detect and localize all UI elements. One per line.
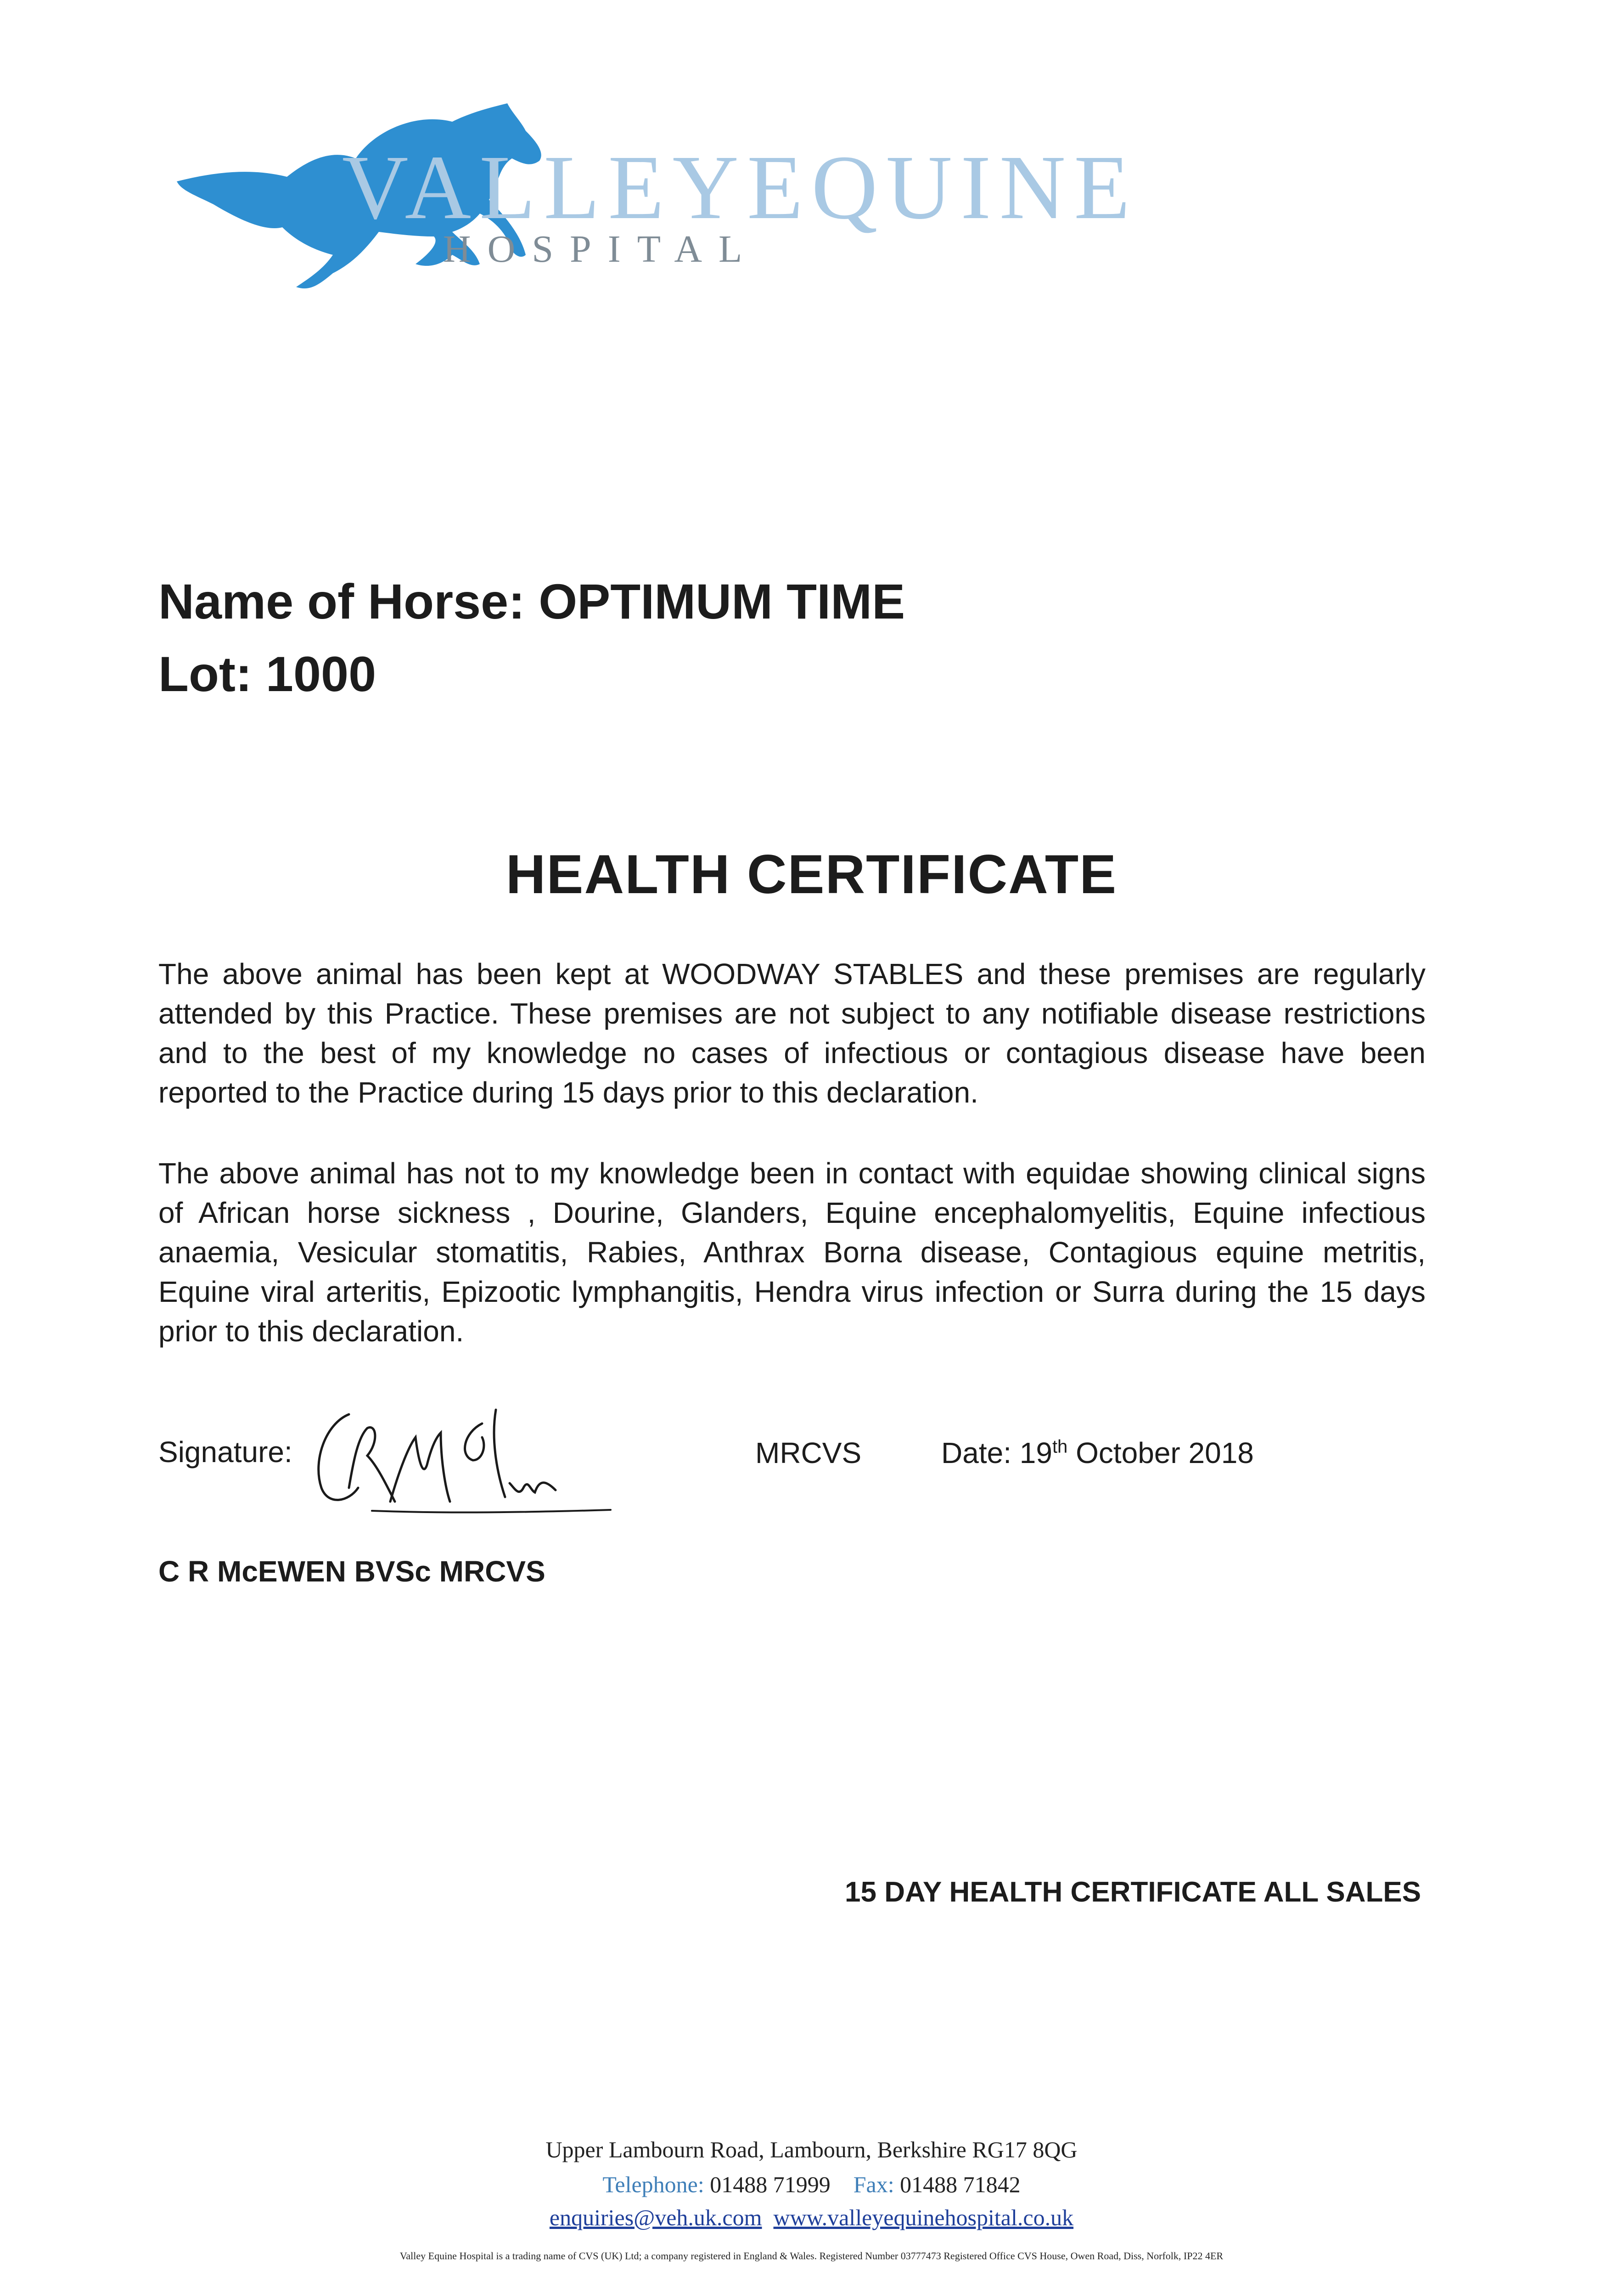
mrcvs-label: MRCVS (755, 1436, 862, 1469)
certificate-footer-note: 15 DAY HEALTH CERTIFICATE ALL SALES (845, 1876, 1421, 1908)
hospital-logo (158, 103, 1139, 296)
vet-name: C R McEWEN BVSc MRCVS (158, 1555, 545, 1588)
contact-numbers (0, 2171, 1623, 2198)
fax-number: 01488 71842 (900, 2172, 1021, 2197)
signature-label: Signature: (158, 1435, 292, 1469)
date-prefix: Date: 19 (941, 1436, 1052, 1469)
horse-lot-line: Lot: 1000 (158, 646, 376, 702)
contact-links (0, 2204, 1623, 2231)
website-link[interactable]: www.valleyequinehospital.co.uk (773, 2205, 1074, 2230)
handwritten-signature (298, 1396, 620, 1529)
legal-notice: Valley Equine Hospital is a trading name of CVS (UK) Ltd; a company registered in England & Wales. Registered Number 03777473 Registered Office CVS House, Owen Road, Diss, Norfolk, IP22 4ER (399, 2250, 1224, 2262)
date-month-year: October 2018 (1067, 1436, 1254, 1469)
hospital-address: Upper Lambourn Road, Lambourn, Berkshire RG17 8QG (545, 2137, 1078, 2162)
declaration-paragraph-1: The above animal has been kept at WOODWAY STABLES and these premises are regularly attended by this Practice. These premises are not subject to any notifiable disease restrictions and to the best of my knowledge no cases of infectious or contagious disease have been reported to the Practice during 15 days prior to this declaration. (158, 957, 1426, 1109)
logo-text-small: HOSPITAL (443, 228, 759, 270)
date-suffix-superscript: th (1052, 1436, 1068, 1457)
fax-label: Fax: (853, 2172, 894, 2197)
declaration-date (941, 1436, 1254, 1470)
horse-name-line: Name of Horse: OPTIMUM TIME (158, 574, 905, 629)
declaration-paragraph-2: The above animal has not to my knowledge been in contact with equidae showing clinical signs of African horse sickness , Dourine, Glanders, Equine encephalomyelitis, Equine infectious anaemia, Vesicular stomatitis, Rabies, Anthrax Borna disease, Contagious equine metritis, Equine viral arteritis, Epizootic lymphangitis, Hendra virus infection or Surra during the 15 days prior to this declaration. (158, 1157, 1426, 1348)
telephone-number: 01488 71999 (710, 2172, 831, 2197)
telephone-label: Telephone: (602, 2172, 704, 2197)
logo-text-large: VALLEYEQUINE (342, 137, 1139, 238)
certificate-title: HEALTH CERTIFICATE (505, 844, 1118, 905)
email-link[interactable]: enquiries@veh.uk.com (549, 2205, 762, 2230)
